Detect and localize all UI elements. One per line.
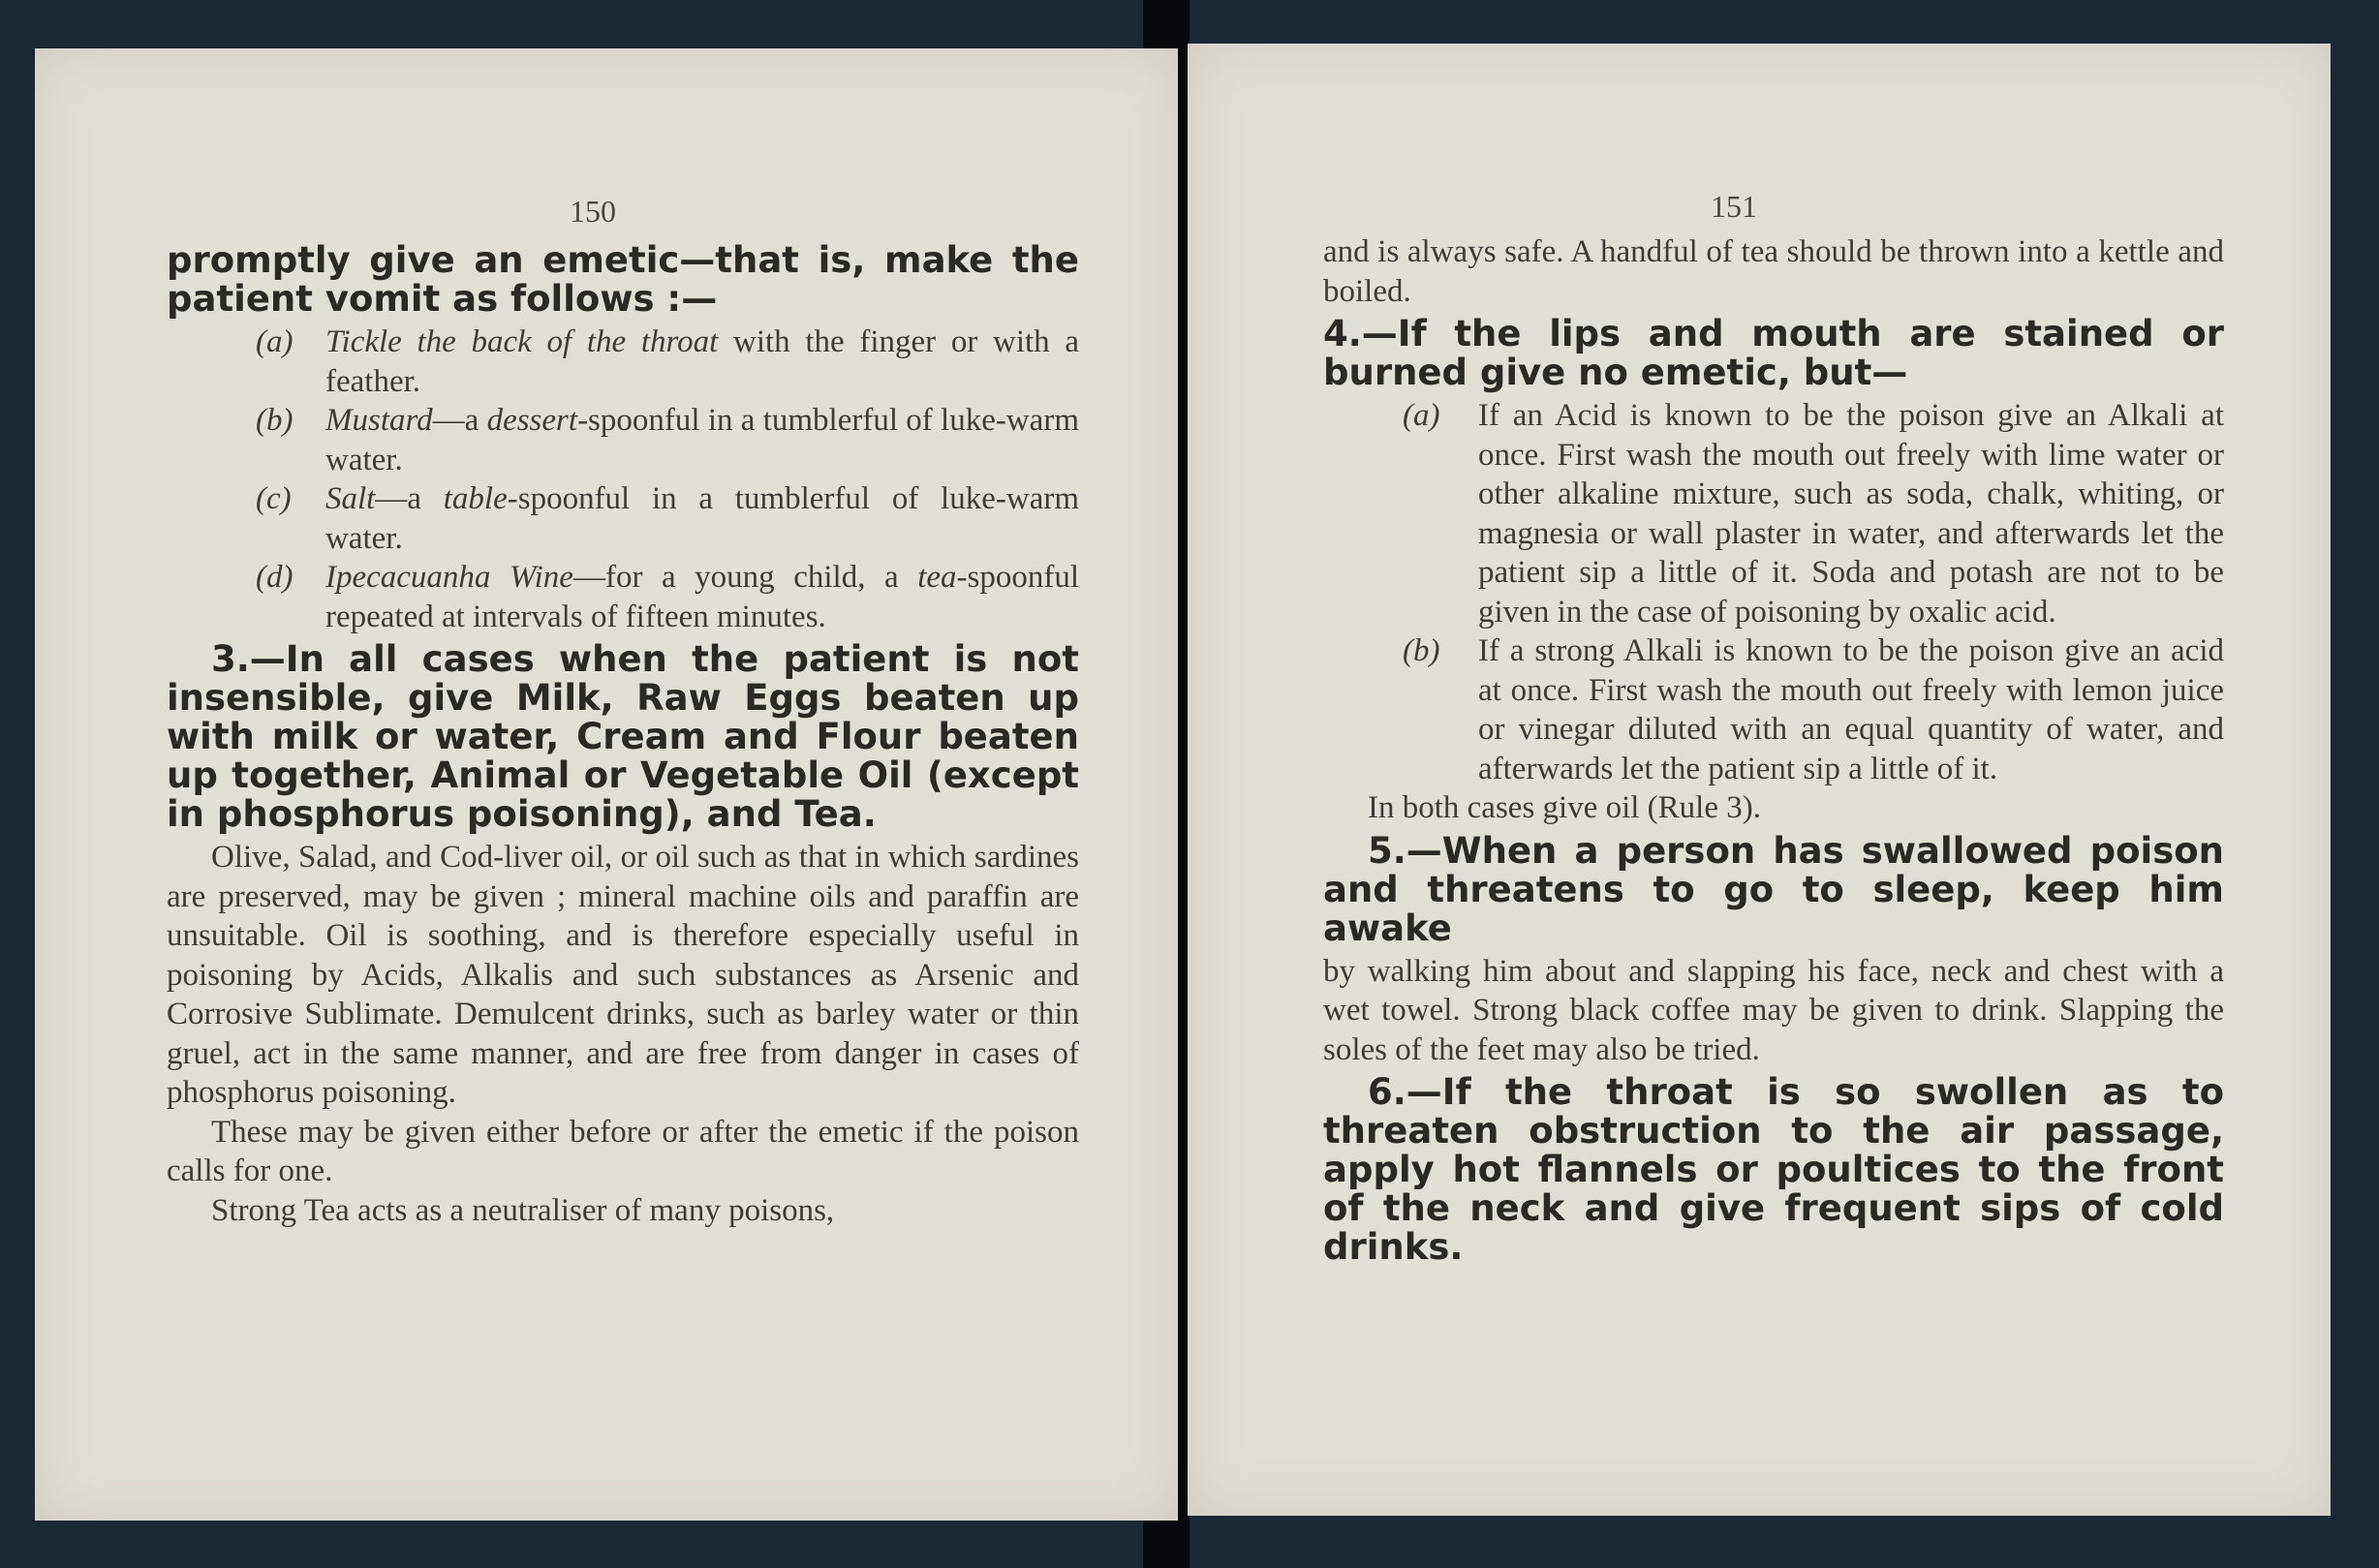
paragraph-rule-5: by walking him about and slapping his face, neck and chest with a wet towel. Strong black coffee may be given to drink. Slapping the soles of the feet may also be tried. [1323,953,2224,1067]
item-text: -spoonful in a tumblerful of luke-warm water. [325,481,1079,556]
item-text: spoonful repeated at intervals of fifteen minutes. [325,560,1079,634]
item-text: If an Acid is known to be the poison give an Alkali at once. First wash the mouth out freely with lime water or other alkaline mixture, such as soda, chalk, whiting, or magnesia or wall plaster in water, and afterwards let the patient sip a little of it. Soda and potash are not to be given in the case of poisoning by oxalic acid. [1478,398,2224,630]
item-sep: —a [432,403,487,438]
paragraph-both-cases: In both cases give oil (Rule 3). [1368,790,1761,825]
rule-4-heading: 4.—If the lips and mouth are stained or burned give no emetic, but— [1323,313,2224,393]
item-text: -spoonful in a tumblerful of luke-warm water. [325,403,1079,477]
list-label: (a) [1403,398,1440,433]
page-number-left: 150 [570,194,616,229]
paragraph-continued: and is always safe. A handful of tea should be thrown into a kettle and boiled. [1323,234,2224,309]
item-emphasis: tea- [917,560,968,595]
list-item-a [1323,396,2224,631]
item-emphasis: dessert [486,403,578,438]
list-label: (d) [256,560,294,595]
rule-3-heading: 3.—In all cases when the patient is not insensible, give Milk, Raw Eggs beaten up with milk or water, Cream and Flour beaten up together, Animal or Vegetable Oil (except in phosphorus poisoning), and Tea. [167,638,1079,835]
paragraph-these: These may be given either before or after the emetic if the poison calls for one. [167,1114,1079,1188]
paragraph-tea: Strong Tea acts as a neutraliser of many poisons, [211,1192,835,1228]
item-text: with the finger or with a feather. [325,324,1079,399]
right-page [1188,44,2331,1516]
list-item-c [167,479,1079,558]
list-item-a [167,323,1079,401]
item-name: Ipecacuanha Wine [325,560,573,595]
item-name: Mustard [325,403,433,438]
list-item-b [167,401,1079,479]
intro-heading: promptly give an emetic—that is, make the patient vomit as follows :— [167,239,1079,320]
item-text: If a strong Alkali is known to be the poison give an acid at once. First wash the mouth out freely with lemon juice or vinegar diluted with an equal quantity of water, and afterwards let the patient sip a little of it. [1478,633,2224,786]
paragraph-oils: Olive, Salad, and Cod-liver oil, or oil such as that in which sardines are preserved, may be given ; mineral machine oils and paraffin are unsuitable. Oil is soothing, and is therefore especially useful in poisoning by Acids, Alkalis and such substances as Arsenic and Corrosive Sublimate. Demulcent drinks, such as barley water or thin gruel, act in the same manner, and are free from danger in cases of phosphorus poisoning. [167,840,1079,1110]
right-page-content [1323,232,2224,1271]
rule-6-heading: 6.—If the throat is so swollen as to threaten obstruction to the air passage, apply hot flannels or poultices to the front of the neck and give frequent sips of cold drinks. [1323,1071,2224,1268]
list-item-d [167,558,1079,636]
rule-5-heading: 5.—When a person has swallowed poison and threatens to go to sleep, keep him awake [1323,829,2224,949]
item-sep: —for a young child, a [572,560,918,595]
item-sep: —a [375,481,444,516]
list-item-b [1323,631,2224,788]
list-label: (b) [1403,633,1440,668]
item-name: Tickle the back of the throat [325,324,719,359]
item-name: Salt [325,481,376,516]
left-page [35,48,1178,1521]
list-label: (c) [256,481,292,516]
list-label: (a) [256,324,294,359]
page-number-right: 151 [1711,189,1757,224]
list-label: (b) [256,403,294,438]
left-page-content [167,237,1079,1230]
item-emphasis: table [443,481,508,516]
